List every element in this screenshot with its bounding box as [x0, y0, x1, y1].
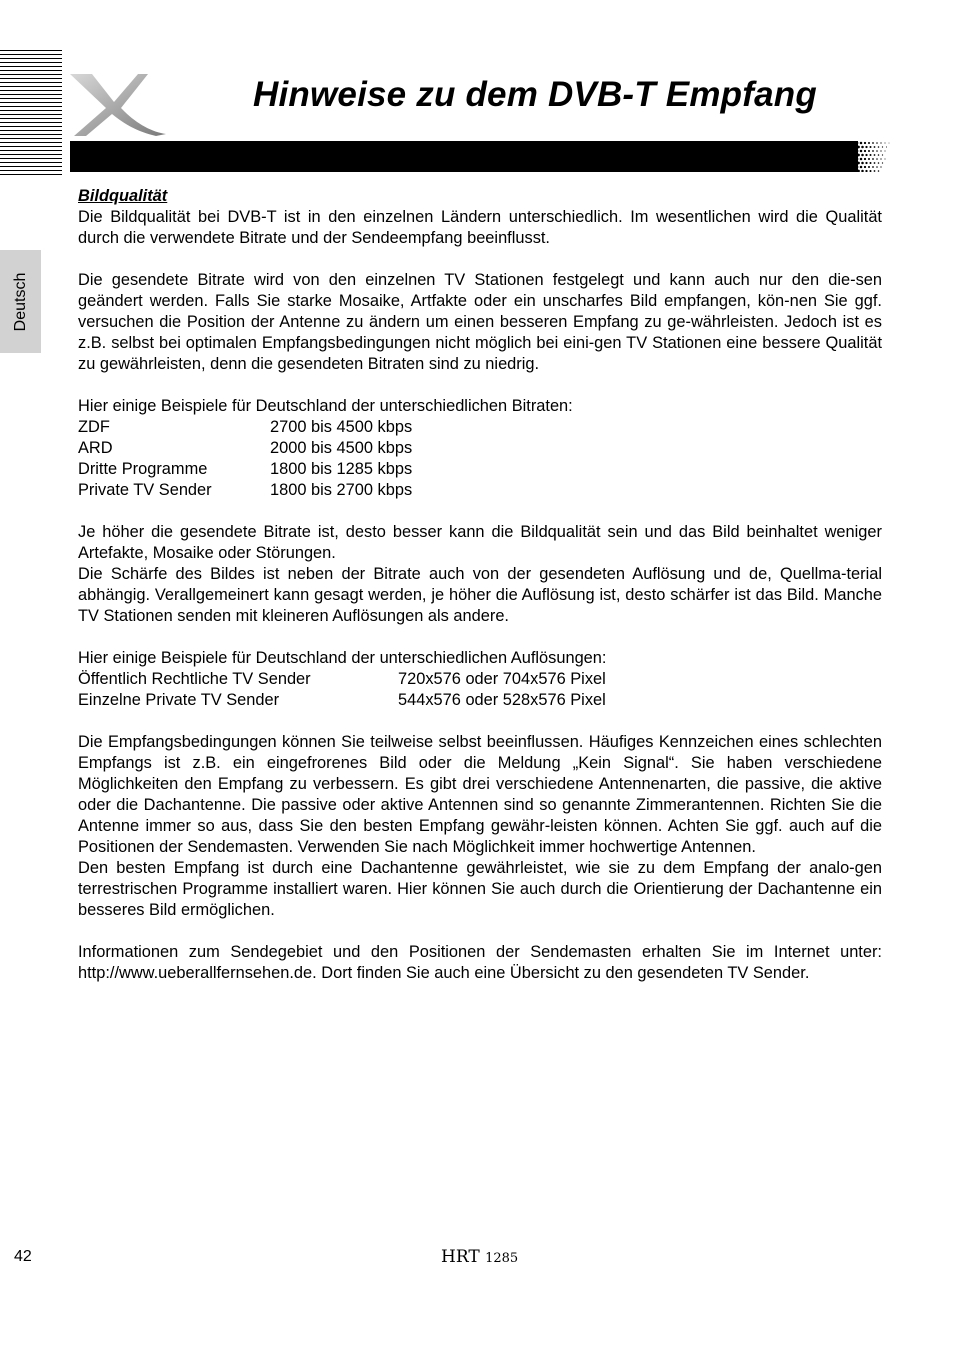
- station-name: Dritte Programme: [78, 460, 208, 478]
- paragraph: Die Schärfe des Bildes ist neben der Bitrate auch von der gesendeten Auflösung und de, Quellma-terial abhängig. Verallgemeinert kann gesagt werden, je höher die Auflösung ist, desto schärfer ist das Bild. Manche TV Stationen senden mit kleineren Auflösungen als andere.: [78, 565, 882, 625]
- paragraph: Die Bildqualität bei DVB-T ist in den einzelnen Ländern unterschiedlich. Im wesentlichen wird die Qualität durch die verwendete Bitrate und der Sendeempfang beeinflusst.: [78, 208, 882, 247]
- bitrate-table: [78, 417, 882, 501]
- station-name: ARD: [78, 439, 113, 457]
- page-title: Hinweise zu dem DVB-T Empfang: [253, 75, 817, 114]
- bitrate-value: 2700 bis 4500 kbps: [270, 418, 413, 436]
- station-name: Private TV Sender: [78, 481, 212, 499]
- main-content: [78, 186, 882, 984]
- halftone-dots-icon: [850, 141, 892, 172]
- bitrate-value: 1800 bis 2700 kbps: [270, 481, 413, 499]
- table-row: [78, 669, 882, 690]
- decorative-stripes: [0, 50, 62, 178]
- bitrate-value: 2000 bis 4500 kbps: [270, 439, 413, 457]
- table-row: [78, 417, 882, 438]
- title-bar: [70, 141, 858, 172]
- model-number: 1285: [485, 1251, 519, 1266]
- model-prefix: HRT: [441, 1247, 480, 1267]
- sender-name: Öffentlich Rechtliche TV Sender: [78, 670, 311, 688]
- language-tab: [0, 250, 41, 353]
- paragraph: Je höher die gesendete Bitrate ist, desto besser kann die Bildqualität sein und das Bild beinhaltet weniger Artefakte, Mosaike oder Störungen.: [78, 523, 882, 562]
- table-row: [78, 438, 882, 459]
- resolution-value: 544x576 oder 528x576 Pixel: [398, 691, 606, 709]
- page-number: 42: [14, 1248, 32, 1265]
- language-tab-label: Deutsch: [11, 272, 29, 331]
- resolution-intro: Hier einige Beispiele für Deutschland der unterschiedlichen Auflösungen:: [78, 649, 607, 667]
- resolution-table: [78, 669, 882, 711]
- section-heading: Bildqualität: [78, 187, 168, 205]
- bitrate-intro: Hier einige Beispiele für Deutschland der unterschiedlichen Bitraten:: [78, 397, 573, 415]
- paragraph: Die Empfangsbedingungen können Sie teilweise selbst beeinflussen. Häufiges Kennzeichen eines schlechten Empfangs ist z.B. ein eingefrorenes Bild oder die Meldung „Kein Signal“. Sie haben verschiedene Möglichkeiten den Empfang zu verbessern. Es gibt drei verschiedene Antennenarten, die passive, die aktive oder die Dachantenne. Die passive oder aktive Antennen sind so genannte Zimmerantennen. Richten Sie die Antenne immer so aus, dass Sie den besten Empfang gewähr-leisten können. Achten Sie ggf. auch auf die Positionen der Sendemasten. Verwenden Sie nach Möglichkeit immer hochwertige Antennen.: [78, 733, 882, 856]
- paragraph: Den besten Empfang ist durch eine Dachantenne gewährleistet, wie sie zu dem Empfang der analo-gen terrestrischen Programme installiert waren. Hier können Sie auch durch die Orientierung der Dachantenne ein besseres Bild ermöglichen.: [78, 859, 882, 919]
- station-name: ZDF: [78, 418, 110, 436]
- sender-name: Einzelne Private TV Sender: [78, 691, 280, 709]
- paragraph: Die gesendete Bitrate wird von den einzelnen TV Stationen festgelegt und kann auch nur den die-sen geändert werden. Falls Sie starke Mosaike, Artfakte oder ein unscharfes Bild empfangen, kön-nen Sie ggf. versuchen die Position der Antenne zu ändern um einen besseren Empfang zu ge-währleisten. Jedoch ist es z.B. selbst bei optimalen Empfangsbedingungen nicht möglich bei eini-gen TV Stationen eine bessere Qualität zu gewährleisten, denn die gesendeten Bitraten sind zu niedrig.: [78, 271, 882, 373]
- xoro-x-logo-icon: [68, 72, 168, 138]
- table-row: [78, 690, 882, 711]
- model-name: [441, 1247, 518, 1267]
- resolution-value: 720x576 oder 704x576 Pixel: [398, 670, 606, 688]
- table-row: [78, 480, 882, 501]
- table-row: [78, 459, 882, 480]
- bitrate-value: 1800 bis 1285 kbps: [270, 460, 413, 478]
- paragraph: Informationen zum Sendegebiet und den Positionen der Sendemasten erhalten Sie im Internet unter: http://www.ueberallfernsehen.de. Dort finden Sie auch eine Übersicht zu den gesendeten TV Sender.: [78, 943, 882, 982]
